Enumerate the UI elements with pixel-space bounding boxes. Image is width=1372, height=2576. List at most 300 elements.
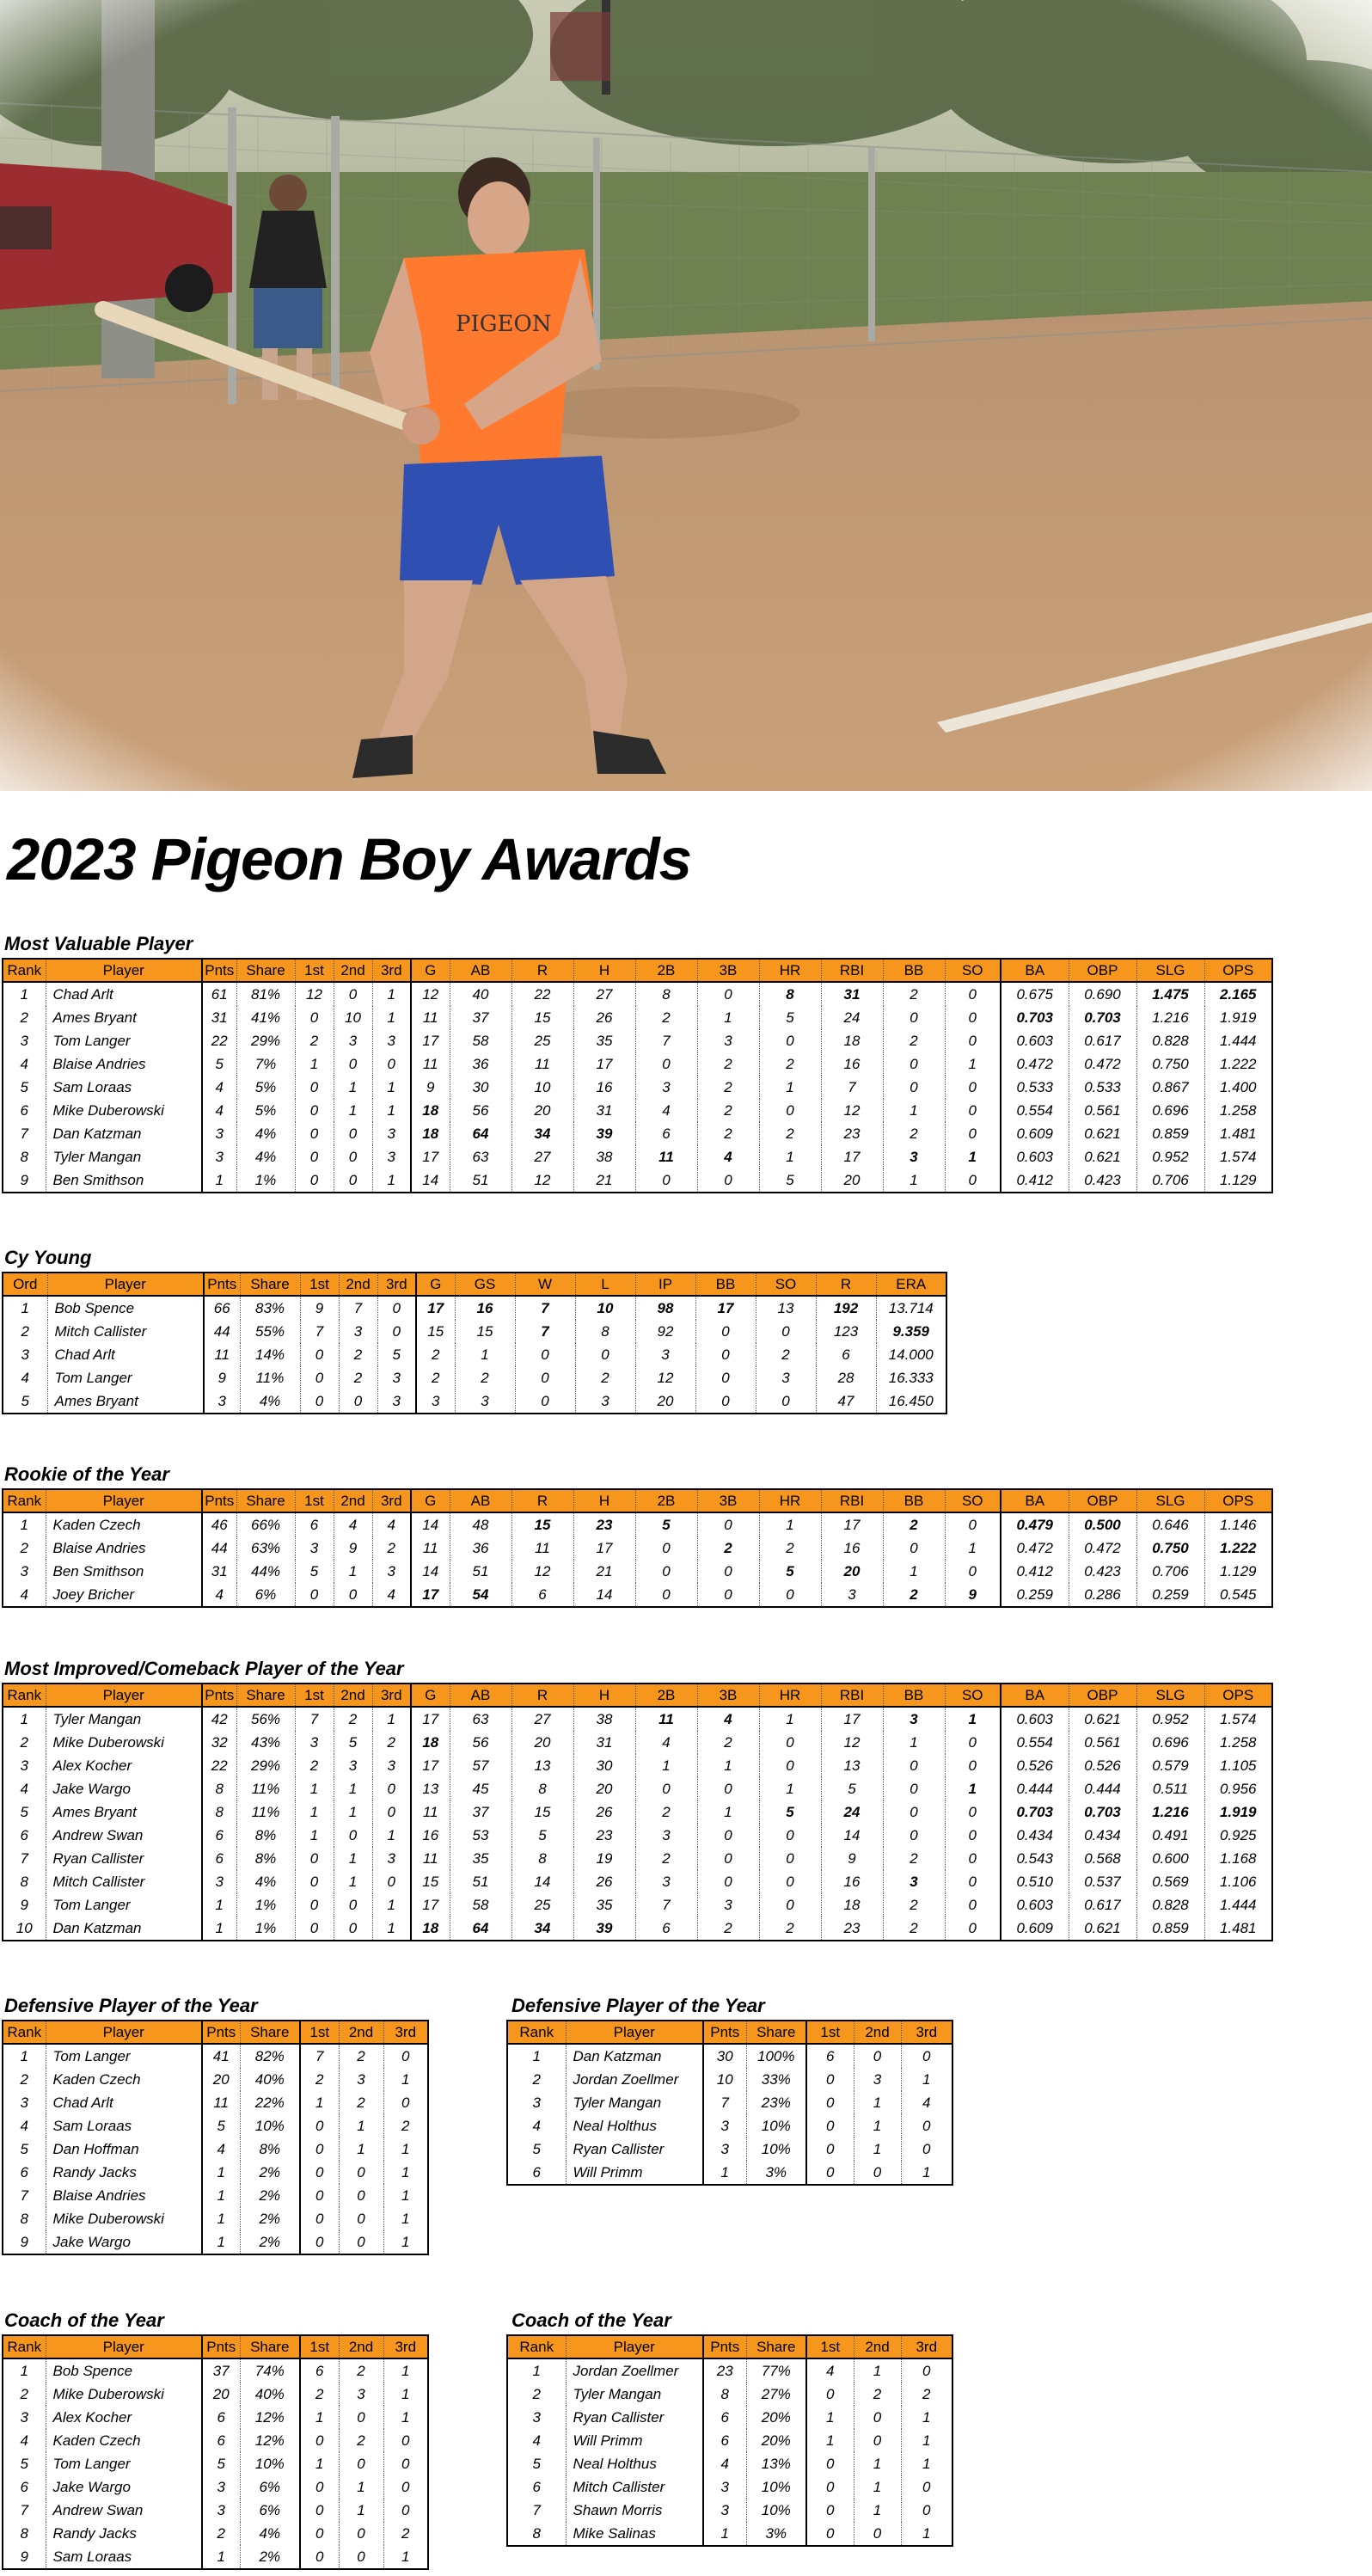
stat-cell: 5%	[236, 1099, 295, 1122]
stat-cell: 1	[401, 2210, 410, 2227]
stat-cell: 29%	[236, 1754, 295, 1777]
stat-cell: 0	[295, 1847, 334, 1870]
player-name: Ryan Callister	[46, 1847, 202, 1870]
player-name: Ames Bryant	[46, 1006, 202, 1029]
stat-cell: 0	[635, 1583, 697, 1607]
stat-cell: 0	[295, 1870, 334, 1893]
stat-cell: 38	[573, 1145, 635, 1168]
column-header: BB	[695, 1273, 756, 1296]
stat-cell: 12	[821, 1731, 883, 1754]
coach-a-title: Coach of the Year	[4, 2309, 164, 2331]
stat-cell: 40%	[240, 2383, 300, 2406]
stat-cell: 0	[372, 1777, 411, 1800]
stat-cell: 77%	[746, 2358, 806, 2383]
stat-cell: 0	[635, 1560, 697, 1583]
player-name: Sam Loraas	[46, 2114, 202, 2137]
table-row	[3, 2044, 428, 2068]
stat-cell: 0	[635, 1052, 697, 1076]
stat-cell: 0	[945, 1099, 1001, 1122]
stat-cell: 1	[300, 2091, 339, 2114]
column-header: OPS	[1204, 1684, 1272, 1707]
table-row	[3, 1824, 1272, 1847]
stat-cell: 0	[295, 1006, 334, 1029]
stat-cell: 1	[806, 2429, 854, 2452]
table-row	[3, 2383, 428, 2406]
stat-cell: 0.690	[1069, 982, 1136, 1006]
stat-cell: 20%	[746, 2406, 806, 2429]
stat-cell: 4	[507, 2429, 566, 2452]
column-header: 1st	[300, 1273, 339, 1296]
stat-cell: 17	[821, 1512, 883, 1536]
stat-cell: 1	[295, 1052, 334, 1076]
stat-cell: 8	[511, 1777, 573, 1800]
stat-cell: 1	[334, 1870, 372, 1893]
stat-cell: 17	[821, 1145, 883, 1168]
stat-cell: 0.621	[1069, 1917, 1136, 1941]
defensive-a-table	[2, 2020, 429, 2255]
stat-cell: 6	[3, 1099, 46, 1122]
stat-cell: 0	[401, 2047, 410, 2064]
stat-cell: 7	[295, 1707, 334, 1731]
column-header: W	[515, 1273, 575, 1296]
stat-cell: 0	[806, 2068, 854, 2091]
stat-cell: 0	[806, 2383, 854, 2406]
stat-cell: 3	[334, 1754, 372, 1777]
table-row	[507, 2522, 952, 2546]
stat-cell: 2	[455, 1366, 515, 1389]
table-row	[3, 1870, 1272, 1893]
stat-cell: 15	[455, 1320, 515, 1343]
stat-cell: 1	[697, 1800, 759, 1824]
stat-cell: 0	[300, 1343, 339, 1366]
stat-cell: 0	[401, 2432, 410, 2449]
stat-cell: 8	[3, 1145, 46, 1168]
player-name: Chad Arlt	[47, 1343, 204, 1366]
stat-cell: 34	[511, 1122, 573, 1145]
stat-cell: 2	[756, 1343, 816, 1366]
stat-cell: 0	[697, 1512, 759, 1536]
table-row	[3, 2114, 428, 2137]
stat-cell: 0.952	[1136, 1145, 1204, 1168]
stat-cell: 2	[3, 1320, 47, 1343]
stat-cell: 11%	[240, 1366, 300, 1389]
table-row	[3, 1145, 1272, 1168]
stat-cell: 30	[703, 2044, 746, 2068]
stat-cell: 0.561	[1069, 1731, 1136, 1754]
player-name: Ben Smithson	[46, 1560, 202, 1583]
column-header: SO	[945, 1489, 1001, 1512]
stat-cell: 1	[945, 1707, 1001, 1731]
stat-cell: 4	[334, 1512, 372, 1536]
stat-cell: 1	[635, 1754, 697, 1777]
stat-cell: 22	[511, 982, 573, 1006]
stat-cell: 0	[635, 1777, 697, 1800]
player-name: Randy Jacks	[46, 2161, 202, 2184]
stat-cell: 2	[759, 1917, 821, 1941]
stat-cell: 0	[945, 1006, 1001, 1029]
stat-cell: 2%	[240, 2545, 300, 2569]
stat-cell: 2	[883, 982, 945, 1006]
stat-cell: 0.569	[1136, 1870, 1204, 1893]
stat-cell: 14	[411, 1512, 450, 1536]
stat-cell: 0	[334, 982, 372, 1006]
column-header: 2B	[635, 959, 697, 982]
stat-cell: 3	[204, 1389, 240, 1414]
column-header: G	[411, 1684, 450, 1707]
stat-cell: 0	[300, 1366, 339, 1389]
stat-cell: 5	[821, 1777, 883, 1800]
stat-cell: 20	[202, 2383, 240, 2406]
column-header: OPS	[1204, 959, 1272, 982]
stat-cell: 0	[806, 2522, 854, 2546]
stat-cell: 4%	[240, 1389, 300, 1414]
stat-cell: 7	[339, 1296, 377, 1320]
player-name: Neal Holthus	[566, 2452, 703, 2475]
stat-cell: 2	[697, 1099, 759, 1122]
stat-cell: 0	[759, 1847, 821, 1870]
stat-cell: 40%	[240, 2068, 300, 2091]
stat-cell: 0	[300, 2114, 339, 2137]
stat-cell: 5	[3, 2137, 46, 2161]
stat-cell: 74%	[240, 2358, 300, 2383]
stat-cell: 1	[883, 1099, 945, 1122]
stat-cell: 6	[507, 2475, 566, 2499]
stat-cell: 0	[854, 2161, 901, 2185]
stat-cell: 3	[339, 2383, 383, 2406]
stat-cell: 0	[759, 1029, 821, 1052]
stat-cell: 7	[300, 1320, 339, 1343]
stat-cell: 0.412	[1001, 1560, 1069, 1583]
player-name: Tyler Mangan	[46, 1145, 202, 1168]
stat-cell: 8	[759, 982, 821, 1006]
column-header: 3B	[697, 1684, 759, 1707]
stat-cell: 58	[450, 1893, 511, 1917]
stat-cell: 0	[883, 1824, 945, 1847]
stat-cell: 0	[339, 2452, 383, 2475]
stat-cell: 0.703	[1069, 1800, 1136, 1824]
stat-cell: 2	[697, 1122, 759, 1145]
table-row	[3, 1893, 1272, 1917]
stat-cell: 1	[759, 1707, 821, 1731]
stat-cell: 16	[455, 1296, 515, 1320]
stat-cell: 1	[455, 1343, 515, 1366]
stat-cell: 3	[635, 1870, 697, 1893]
stat-cell: 8	[3, 2522, 46, 2545]
stat-cell: 0.434	[1001, 1824, 1069, 1847]
column-header: Rank	[3, 959, 46, 982]
stat-cell: 3	[202, 2475, 240, 2499]
stat-cell: 1	[401, 2070, 410, 2088]
stat-cell: 0	[695, 1366, 756, 1389]
stat-cell: 3%	[746, 2161, 806, 2185]
stat-cell: 0.617	[1069, 1029, 1136, 1052]
stat-cell: 16	[411, 1824, 450, 1847]
column-header: Pnts	[202, 1489, 236, 1512]
stat-cell: 41	[202, 2044, 240, 2068]
column-header: 1st	[295, 1684, 334, 1707]
stat-cell: 1	[334, 1777, 372, 1800]
stat-cell: 0.703	[1001, 1800, 1069, 1824]
stat-cell: 1	[806, 2406, 854, 2429]
stat-cell: 1	[945, 1777, 1001, 1800]
stat-cell: 1	[202, 2230, 240, 2254]
stat-cell: 1	[922, 2432, 931, 2449]
stat-cell: 0	[635, 1168, 697, 1193]
stat-cell: 7	[635, 1893, 697, 1917]
stat-cell: 0.545	[1219, 1585, 1257, 1603]
stat-cell: 10%	[240, 2452, 300, 2475]
stat-cell: 3	[377, 1366, 416, 1389]
stat-cell: 9	[204, 1366, 240, 1389]
table-row	[3, 2499, 428, 2522]
column-header: Player	[566, 2335, 703, 2358]
stat-cell: 2	[759, 1052, 821, 1076]
stat-cell: 14%	[240, 1343, 300, 1366]
stat-cell: 0	[295, 1076, 334, 1099]
stat-cell: 10%	[746, 2475, 806, 2499]
table-row	[3, 2184, 428, 2207]
stat-cell: 1	[922, 2070, 931, 2088]
stat-cell: 15	[416, 1320, 455, 1343]
stat-cell: 64	[450, 1122, 511, 1145]
stat-cell: 3	[202, 1870, 236, 1893]
column-header: 1st	[295, 1489, 334, 1512]
stat-cell: 0.533	[1001, 1076, 1069, 1099]
column-header: OBP	[1069, 1684, 1136, 1707]
player-name: Jake Wargo	[46, 2475, 202, 2499]
stat-cell: 0.533	[1069, 1076, 1136, 1099]
stat-cell: 21	[573, 1560, 635, 1583]
stat-cell: 3	[3, 1754, 46, 1777]
stat-cell: 1	[339, 2137, 383, 2161]
table-row	[3, 1099, 1272, 1122]
stat-cell: 35	[573, 1029, 635, 1052]
stat-cell: 9	[3, 1168, 46, 1193]
player-name: Ben Smithson	[46, 1168, 202, 1193]
stat-cell: 3	[883, 1707, 945, 1731]
column-header: OPS	[1204, 1489, 1272, 1512]
stat-cell: 1	[854, 2114, 901, 2137]
stat-cell: 0.543	[1001, 1847, 1069, 1870]
stat-cell: 2	[339, 1343, 377, 1366]
stat-cell: 3	[339, 2068, 383, 2091]
table-row	[3, 2161, 428, 2184]
table-row	[3, 1076, 1272, 1099]
stat-cell: 9	[411, 1076, 450, 1099]
stat-cell: 0	[883, 1076, 945, 1099]
player-name: Kaden Czech	[46, 2429, 202, 2452]
stat-cell: 7	[515, 1296, 575, 1320]
stat-cell: 0	[806, 2499, 854, 2522]
stat-cell: 5	[3, 1389, 47, 1414]
stat-cell: 1	[922, 2408, 931, 2426]
stat-cell: 0	[806, 2475, 854, 2499]
table-row	[507, 2452, 952, 2475]
player-name: Shawn Morris	[566, 2499, 703, 2522]
stat-cell: 1	[300, 2406, 339, 2429]
stat-cell: 3	[3, 1343, 47, 1366]
table-row	[507, 2044, 952, 2068]
stat-cell: 47	[816, 1389, 876, 1414]
stat-cell: 6	[3, 2161, 46, 2184]
stat-cell: 5	[507, 2137, 566, 2161]
column-header: Rank	[3, 1489, 46, 1512]
table-row	[3, 2522, 428, 2545]
stat-cell: 56%	[236, 1707, 295, 1731]
stat-cell: 17	[411, 1583, 450, 1607]
player-name: Chad Arlt	[46, 982, 202, 1006]
stat-cell: 44	[204, 1320, 240, 1343]
stat-cell: 51	[450, 1168, 511, 1193]
column-header: Rank	[507, 2335, 566, 2358]
player-name: Tom Langer	[46, 2452, 202, 2475]
stat-cell: 4	[202, 1076, 236, 1099]
stat-cell: 0	[300, 2207, 339, 2230]
stat-cell: 1.168	[1219, 1849, 1257, 1867]
stat-cell: 5	[202, 1052, 236, 1076]
stat-cell: 10%	[746, 2114, 806, 2137]
most-improved-table	[2, 1683, 1273, 1941]
stat-cell: 3	[372, 1560, 411, 1583]
stat-cell: 1	[759, 1145, 821, 1168]
stat-cell: 0	[945, 1870, 1001, 1893]
stat-cell: 0	[945, 1560, 1001, 1583]
stat-cell: 1	[295, 1800, 334, 1824]
stat-cell: 0	[300, 2522, 339, 2545]
stat-cell: 0.646	[1136, 1512, 1204, 1536]
stat-cell: 3	[202, 1122, 236, 1145]
stat-cell: 0	[759, 1870, 821, 1893]
column-header: BB	[883, 959, 945, 982]
player-name: Kaden Czech	[46, 1512, 202, 1536]
stat-cell: 1	[703, 2522, 746, 2546]
stat-cell: 0	[295, 1122, 334, 1145]
column-header: 2nd	[339, 2021, 383, 2044]
stat-cell: 4	[703, 2452, 746, 2475]
stat-cell: 3	[635, 1343, 695, 1366]
stat-cell: 1	[295, 1777, 334, 1800]
stat-cell: 0.526	[1069, 1754, 1136, 1777]
stat-cell: 82%	[240, 2044, 300, 2068]
player-name: Jordan Zoellmer	[566, 2358, 703, 2383]
stat-cell: 3%	[746, 2522, 806, 2546]
stat-cell: 30	[450, 1076, 511, 1099]
stat-cell: 31	[202, 1560, 236, 1583]
stat-cell: 0	[372, 1800, 411, 1824]
table-row	[3, 1917, 1272, 1941]
stat-cell: 37	[202, 2358, 240, 2383]
stat-cell: 16	[821, 1870, 883, 1893]
column-header: HR	[759, 1489, 821, 1512]
stat-cell: 0.859	[1136, 1917, 1204, 1941]
stat-cell: 31	[573, 1099, 635, 1122]
stat-cell: 25	[511, 1893, 573, 1917]
table-row	[3, 1006, 1272, 1029]
stat-cell: 1	[202, 2161, 240, 2184]
table-row	[3, 2545, 428, 2569]
stat-cell: 0.750	[1136, 1052, 1204, 1076]
stat-cell: 16.333	[888, 1369, 934, 1386]
stat-cell: 14	[411, 1560, 450, 1583]
stat-cell: 2	[883, 1583, 945, 1607]
stat-cell: 0.554	[1001, 1731, 1069, 1754]
stat-cell: 1.919	[1219, 1009, 1257, 1026]
column-header: 2B	[635, 1489, 697, 1512]
stat-cell: 3	[372, 1145, 411, 1168]
stat-cell: 26	[573, 1006, 635, 1029]
player-name: Dan Hoffman	[46, 2137, 202, 2161]
column-header: OBP	[1069, 959, 1136, 982]
stat-cell: 0	[339, 1389, 377, 1414]
stat-cell: 0	[697, 1777, 759, 1800]
stat-cell: 0	[334, 1893, 372, 1917]
stat-cell: 3	[703, 2114, 746, 2137]
stat-cell: 31	[202, 1006, 236, 1029]
stat-cell: 0.511	[1136, 1777, 1204, 1800]
stat-cell: 3	[416, 1389, 455, 1414]
stat-cell: 1	[3, 2358, 46, 2383]
player-name: Joey Bricher	[46, 1583, 202, 1607]
stat-cell: 1	[854, 2137, 901, 2161]
stat-cell: 2	[300, 2068, 339, 2091]
player-name: Alex Kocher	[46, 2406, 202, 2429]
column-header: R	[511, 959, 573, 982]
stat-cell: 1	[703, 2161, 746, 2185]
stat-cell: 0.828	[1136, 1029, 1204, 1052]
stat-cell: 2	[339, 2429, 383, 2452]
stat-cell: 37	[450, 1800, 511, 1824]
stat-cell: 23	[821, 1122, 883, 1145]
stat-cell: 1.400	[1219, 1078, 1257, 1095]
stat-cell: 6	[3, 2475, 46, 2499]
stat-cell: 1.146	[1219, 1516, 1257, 1533]
stat-cell: 0	[883, 1052, 945, 1076]
column-header: R	[511, 1684, 573, 1707]
column-header: 1st	[295, 959, 334, 982]
player-name: Bob Spence	[46, 2358, 202, 2383]
column-header: 1st	[806, 2021, 854, 2044]
stat-cell: 3	[372, 1029, 411, 1052]
stat-cell: 31	[573, 1731, 635, 1754]
stat-cell: 0	[759, 1099, 821, 1122]
stat-cell: 17	[411, 1029, 450, 1052]
stat-cell: 12	[411, 982, 450, 1006]
stat-cell: 7	[821, 1076, 883, 1099]
player-name: Mitch Callister	[566, 2475, 703, 2499]
stat-cell: 35	[450, 1847, 511, 1870]
stat-cell: 3	[507, 2091, 566, 2114]
stat-cell: 6	[806, 2044, 854, 2068]
stat-cell: 2	[697, 1917, 759, 1941]
player-name: Mitch Callister	[47, 1320, 204, 1343]
stat-cell: 0.696	[1136, 1731, 1204, 1754]
stat-cell: 0	[854, 2406, 901, 2429]
stat-cell: 11	[511, 1536, 573, 1560]
stat-cell: 1	[883, 1560, 945, 1583]
stat-cell: 4%	[236, 1145, 295, 1168]
stat-cell: 2%	[240, 2184, 300, 2207]
stat-cell: 1	[401, 2140, 410, 2157]
player-name: Mike Duberowski	[46, 1731, 202, 1754]
stat-cell: 1	[401, 2233, 410, 2250]
column-header: 3rd	[383, 2021, 428, 2044]
player-name: Jordan Zoellmer	[566, 2068, 703, 2091]
stat-cell: 4	[202, 2137, 240, 2161]
stat-cell: 192	[816, 1296, 876, 1320]
stat-cell: 27	[573, 982, 635, 1006]
stat-cell: 34	[511, 1917, 573, 1941]
stat-cell: 3	[854, 2068, 901, 2091]
